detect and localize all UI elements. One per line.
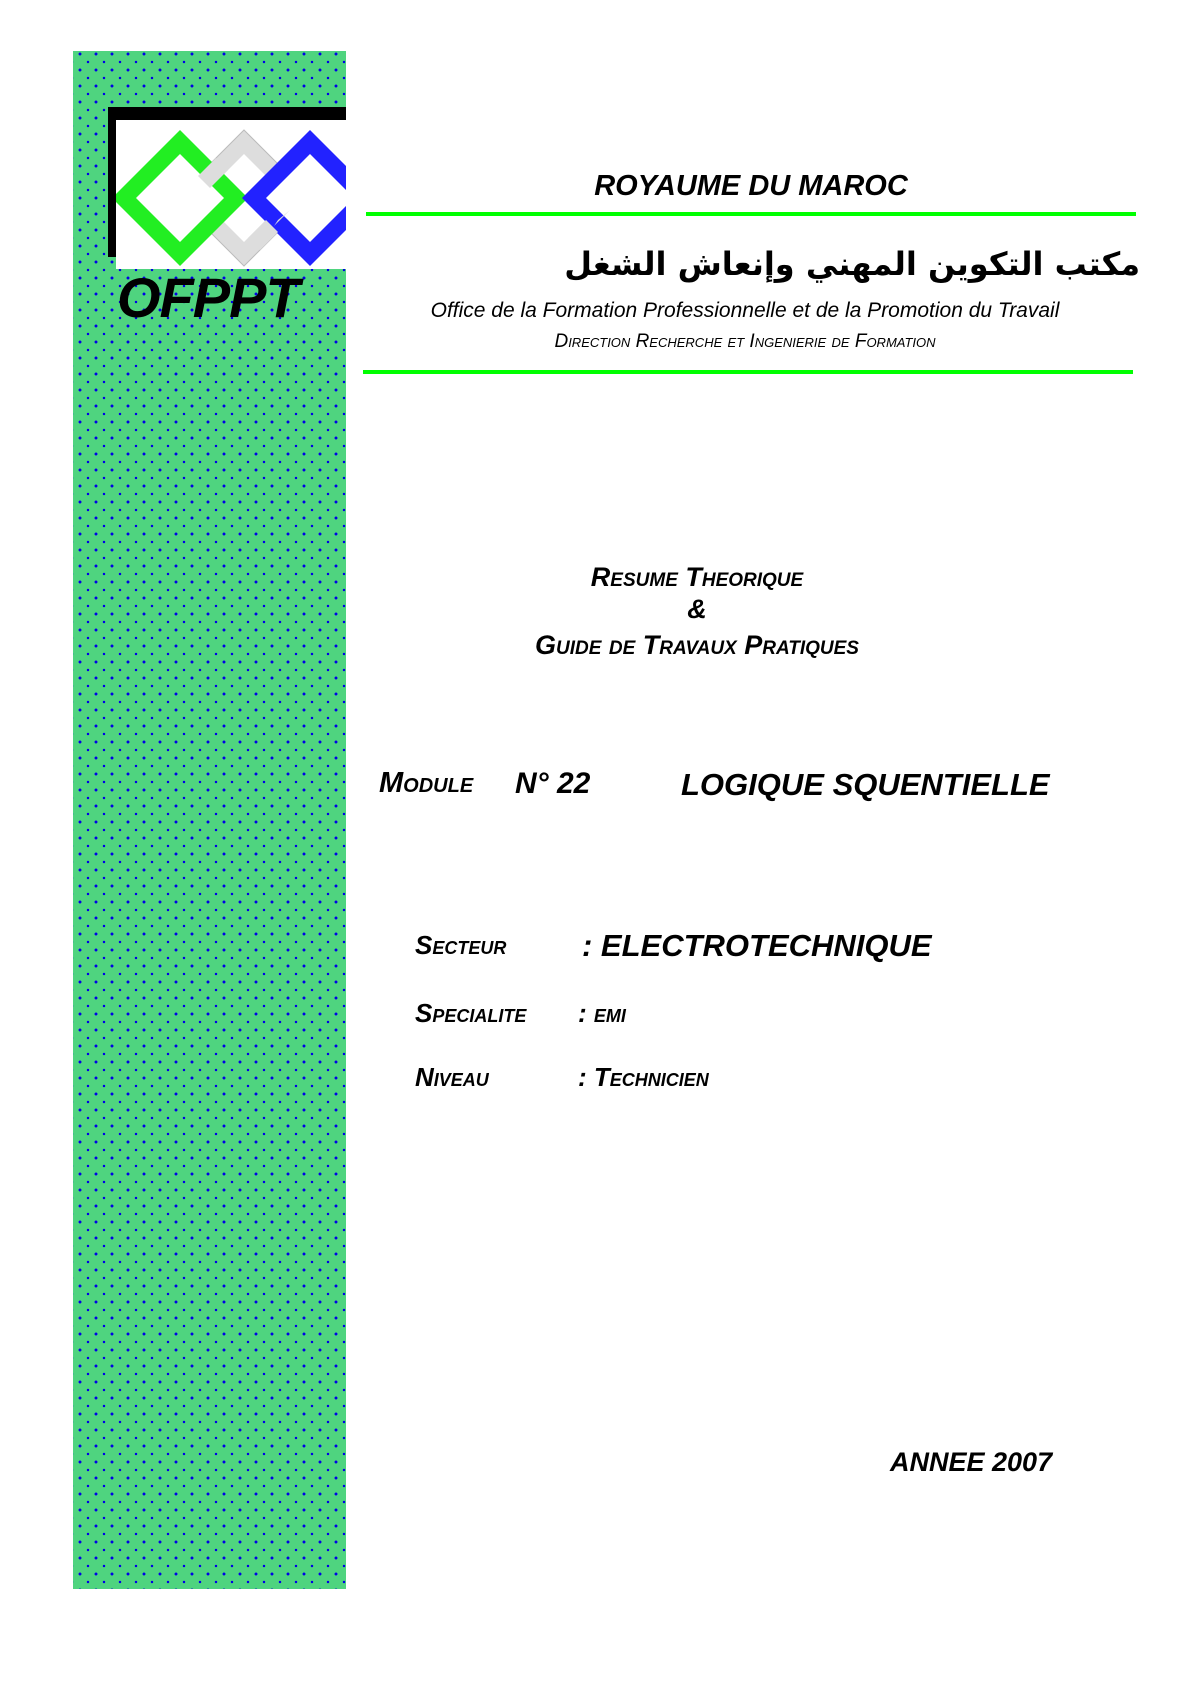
header-rule-top bbox=[366, 212, 1136, 216]
logo-frame-bar-top bbox=[108, 107, 346, 120]
document-title-line1: Resume Theorique bbox=[590, 562, 804, 592]
ofppt-logo bbox=[108, 107, 346, 269]
niveau-label: Niveau bbox=[415, 1062, 489, 1092]
office-name: Office de la Formation Professionnelle et de la Promotion du Travail bbox=[430, 299, 1060, 322]
ofppt-acronym: OFPPT bbox=[117, 266, 299, 329]
document-year: ANNEE 2007 bbox=[890, 1447, 1053, 1477]
country-title: ROYAUME DU MAROC bbox=[594, 170, 908, 202]
specialite-label: Specialite bbox=[415, 998, 527, 1028]
document-title-ampersand: & bbox=[687, 594, 707, 624]
header-rule-bottom bbox=[363, 370, 1133, 374]
module-title: LOGIQUE SQUENTIELLE bbox=[681, 767, 1050, 802]
module-label: Module bbox=[379, 767, 474, 799]
logo-frame-bar-left bbox=[108, 107, 116, 257]
secteur-label: Secteur bbox=[415, 930, 507, 960]
logo-diamonds-icon bbox=[116, 120, 346, 269]
module-number: N° 22 bbox=[515, 767, 591, 800]
secteur-value: : ELECTROTECHNIQUE bbox=[582, 928, 932, 963]
niveau-value: : Technicien bbox=[578, 1062, 709, 1092]
direction-name: Direction Recherche et Ingenierie de Formation bbox=[554, 331, 936, 352]
specialite-value: : emi bbox=[578, 998, 626, 1028]
document-title-line2: Guide de Travaux Pratiques bbox=[535, 630, 859, 660]
arabic-office-name: مكتب التكوين المهني وإنعاش الشغل bbox=[564, 245, 1140, 283]
